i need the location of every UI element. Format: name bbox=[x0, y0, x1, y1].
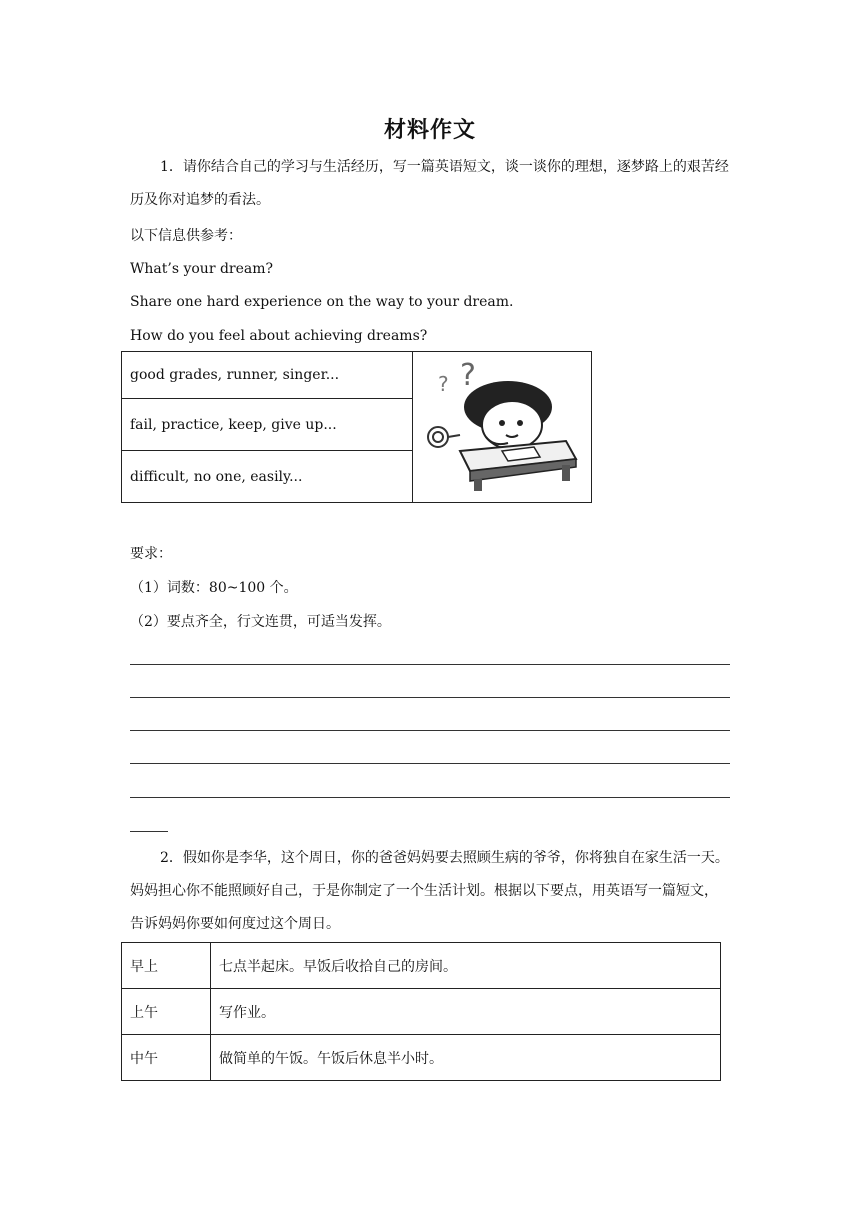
plan-time-cell: 早上 bbox=[122, 943, 211, 989]
answer-line bbox=[130, 696, 730, 698]
answer-line bbox=[130, 830, 168, 832]
q1-question-3: How do you feel about achieving dreams? bbox=[130, 328, 428, 344]
table-row bbox=[122, 1035, 721, 1081]
answer-line bbox=[130, 729, 730, 731]
hint-cell: fail, practice, keep, give up... bbox=[122, 399, 413, 451]
plan-task-cell: 写作业。 bbox=[211, 989, 721, 1035]
plan-task-cell: 七点半起床。早饭后收拾自己的房间。 bbox=[211, 943, 721, 989]
plan-time-cell: 中午 bbox=[122, 1035, 211, 1081]
answer-line bbox=[130, 762, 730, 764]
q2-prompt: 2．假如你是李华，这个周日，你的爸爸妈妈要去照顾生病的爷爷，你将独自在家生活一天。妈妈担心你不能照顾好自己，于是你制定了一个生活计划。根据以下要点，用英语写一篇短文，告诉妈妈你要如何度过这个周日。 bbox=[130, 850, 729, 932]
q1-question-2: Share one hard experience on the way to your dream. bbox=[130, 294, 514, 310]
answer-line bbox=[130, 796, 730, 798]
plan-time-cell: 上午 bbox=[122, 989, 211, 1035]
q1-hints-table bbox=[121, 351, 592, 503]
page-title: 材料作文 bbox=[383, 117, 476, 143]
q2-plan-table bbox=[121, 942, 721, 1081]
q1-reference-label: 以下信息供参考： bbox=[130, 228, 242, 244]
q1-question-1: What’s your dream? bbox=[130, 261, 274, 277]
svg-text:?: ? bbox=[459, 358, 476, 393]
q1-requirement-2: （2）要点齐全，行文连贯，可适当发挥。 bbox=[130, 614, 391, 630]
q1-requirements-label: 要求： bbox=[130, 546, 172, 562]
student-thinking-illustration bbox=[416, 355, 588, 495]
hint-cell: difficult, no one, easily... bbox=[122, 451, 413, 503]
plan-task-cell: 做简单的午饭。午饭后休息半小时。 bbox=[211, 1035, 721, 1081]
q1-prompt: 1．请你结合自己的学习与生活经历，写一篇英语短文，谈一谈你的理想，逐梦路上的艰苦经历及你对追梦的看法。 bbox=[130, 159, 729, 208]
answer-line bbox=[130, 663, 730, 665]
svg-text:?: ? bbox=[437, 372, 449, 396]
table-row bbox=[122, 943, 721, 989]
q1-requirement-1: （1）词数：80~100 个。 bbox=[130, 580, 298, 596]
table-row bbox=[122, 989, 721, 1035]
hint-cell: good grades, runner, singer... bbox=[122, 352, 413, 399]
illustration-cell bbox=[412, 352, 591, 503]
